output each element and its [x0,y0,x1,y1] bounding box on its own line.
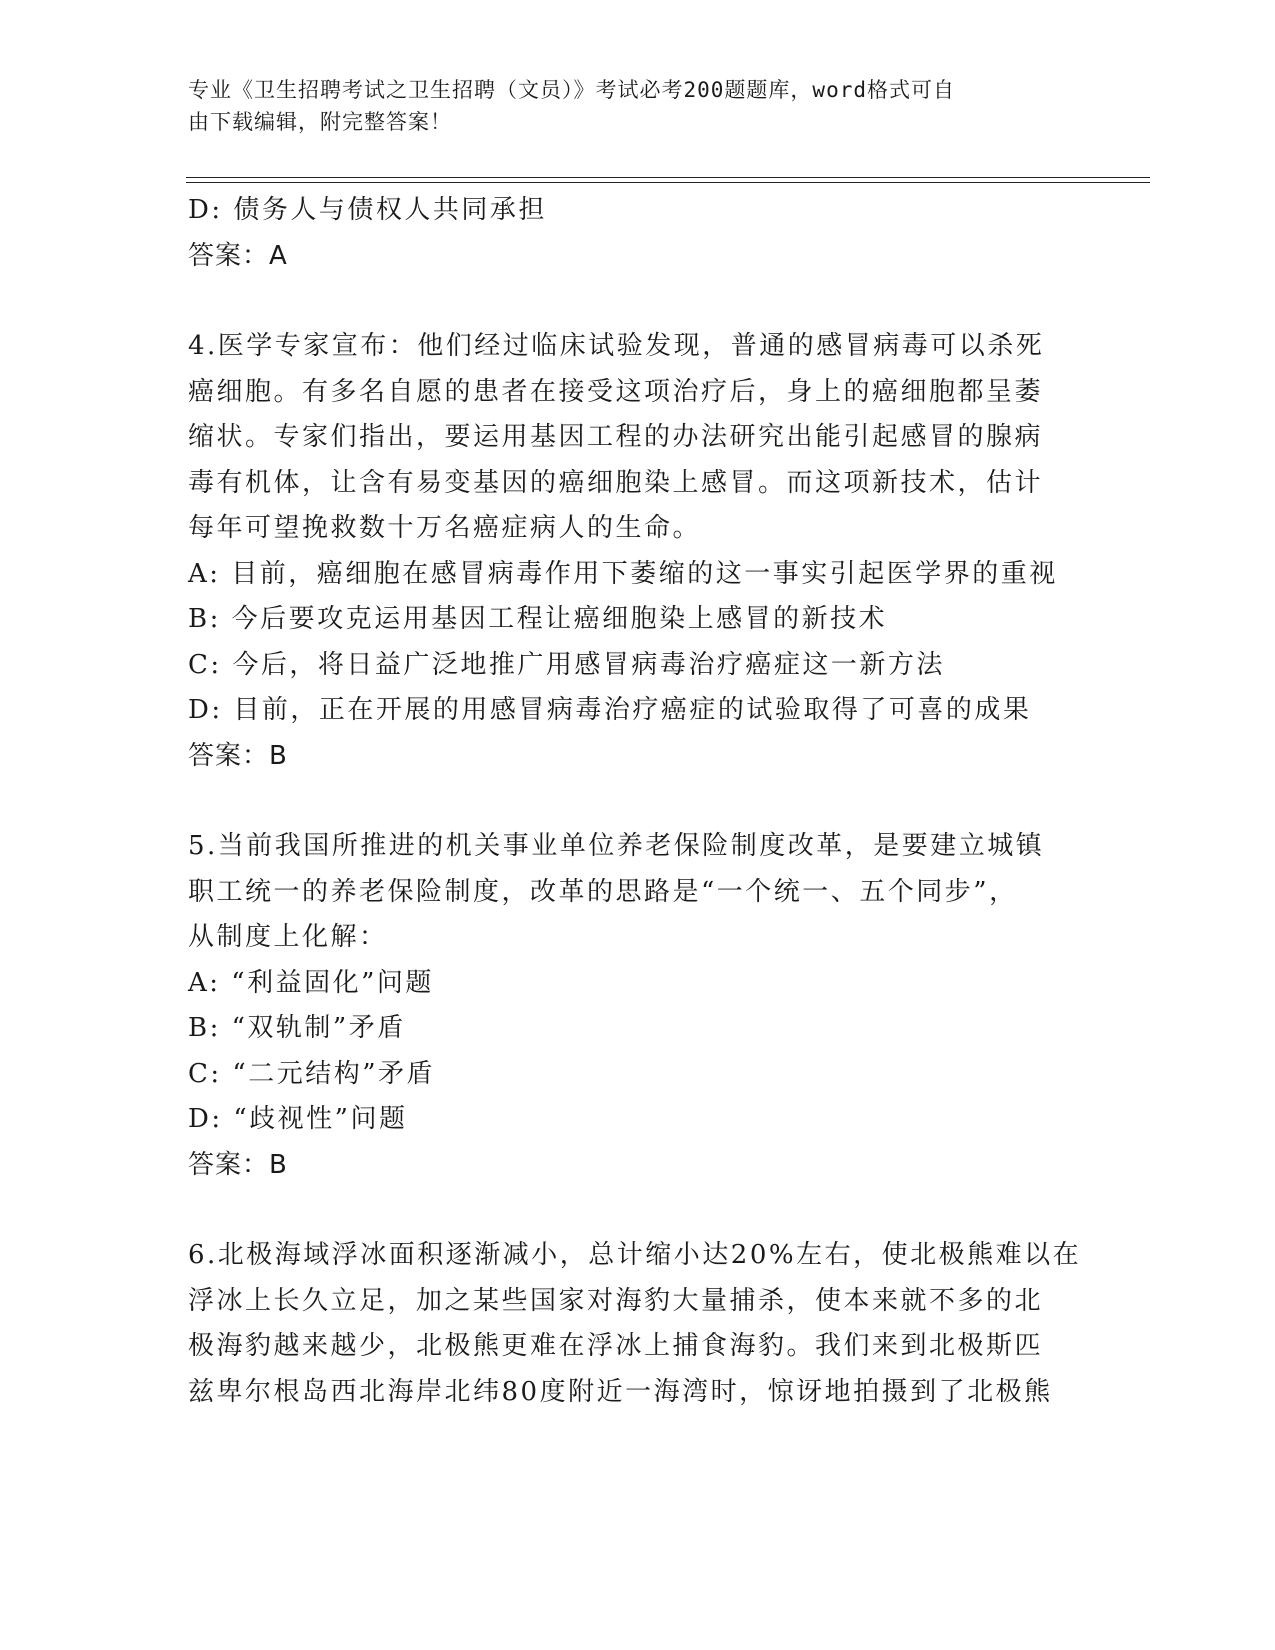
header-line-1: 专业《卫生招聘考试之卫生招聘（文员）》考试必考200题题库，word格式可自 [188,78,955,102]
q5-stem-line: 职工统一的养老保险制度，改革的思路是“一个统一、五个同步”， [188,876,1018,907]
q6-stem-line: 兹卑尔根岛西北海岸北纬80度附近一海湾时，惊讶地拍摄到了北极熊 [188,1376,1053,1407]
q4-option-c: C: 今后，将日益广泛地推广用感冒病毒治疗癌症这一新方法 [188,649,945,680]
q6-stem-line: 浮冰上长久立足，加之某些国家对海豹大量捕杀，使本来就不多的北 [188,1285,1044,1316]
q4-stem-line: 缩状。专家们指出，要运用基因工程的办法研究出能引起感冒的腺病 [188,422,1044,452]
header-line-2: 由下载编辑，附完整答案！ [188,110,452,134]
q4-stem-line: 癌细胞。有多名自愿的患者在接受这项治疗后，身上的癌细胞都呈萎 [188,376,1044,407]
q4-stem-line: 毒有机体，让含有易变基因的癌细胞染上感冒。而这项新技术，估计 [188,467,1044,498]
q6-stem-line: 极海豹越来越少，北极熊更难在浮冰上捕食海豹。我们来到北极斯匹 [188,1331,1044,1361]
q5-stem-line: 5.当前我国所推进的机关事业单位养老保险制度改革，是要建立城镇 [188,831,1045,861]
q3-answer: 答案：A [188,240,288,271]
q4-stem-line: 4.医学专家宣布：他们经过临床试验发现，普通的感冒病毒可以杀死 [188,331,1045,361]
q4-option-b: B: 今后要攻克运用基因工程让癌细胞染上感冒的新技术 [188,604,888,634]
document-header [188,74,1088,138]
q5-option-d: D: “歧视性”问题 [188,1104,408,1134]
q5-answer: 答案：B [188,1149,288,1180]
q4-option-a: A: 目前，癌细胞在感冒病毒作用下萎缩的这一事实引起医学界的重视 [188,558,1058,589]
q6-stem-line: 6.北极海域浮冰面积逐渐减小，总计缩小达20%左右，使北极熊难以在 [188,1240,1082,1270]
q5-stem-line: 从制度上化解： [188,922,388,952]
document-body [188,188,1088,1415]
header-divider-bottom [186,182,1150,183]
q4-answer: 答案：B [188,740,288,771]
q4-stem-line: 每年可望挽救数十万名癌症病人的生命。 [188,513,702,543]
q3-option-d: D: 债务人与债权人共同承担 [188,195,547,225]
q5-option-a: A: “利益固化”问题 [188,967,434,998]
q5-option-b: B: “双轨制”矛盾 [188,1013,406,1043]
header-divider-top [186,177,1150,178]
q5-option-c: C: “二元结构”矛盾 [188,1058,436,1089]
q4-option-d: D: 目前，正在开展的用感冒病毒治疗癌症的试验取得了可喜的成果 [188,695,1032,725]
